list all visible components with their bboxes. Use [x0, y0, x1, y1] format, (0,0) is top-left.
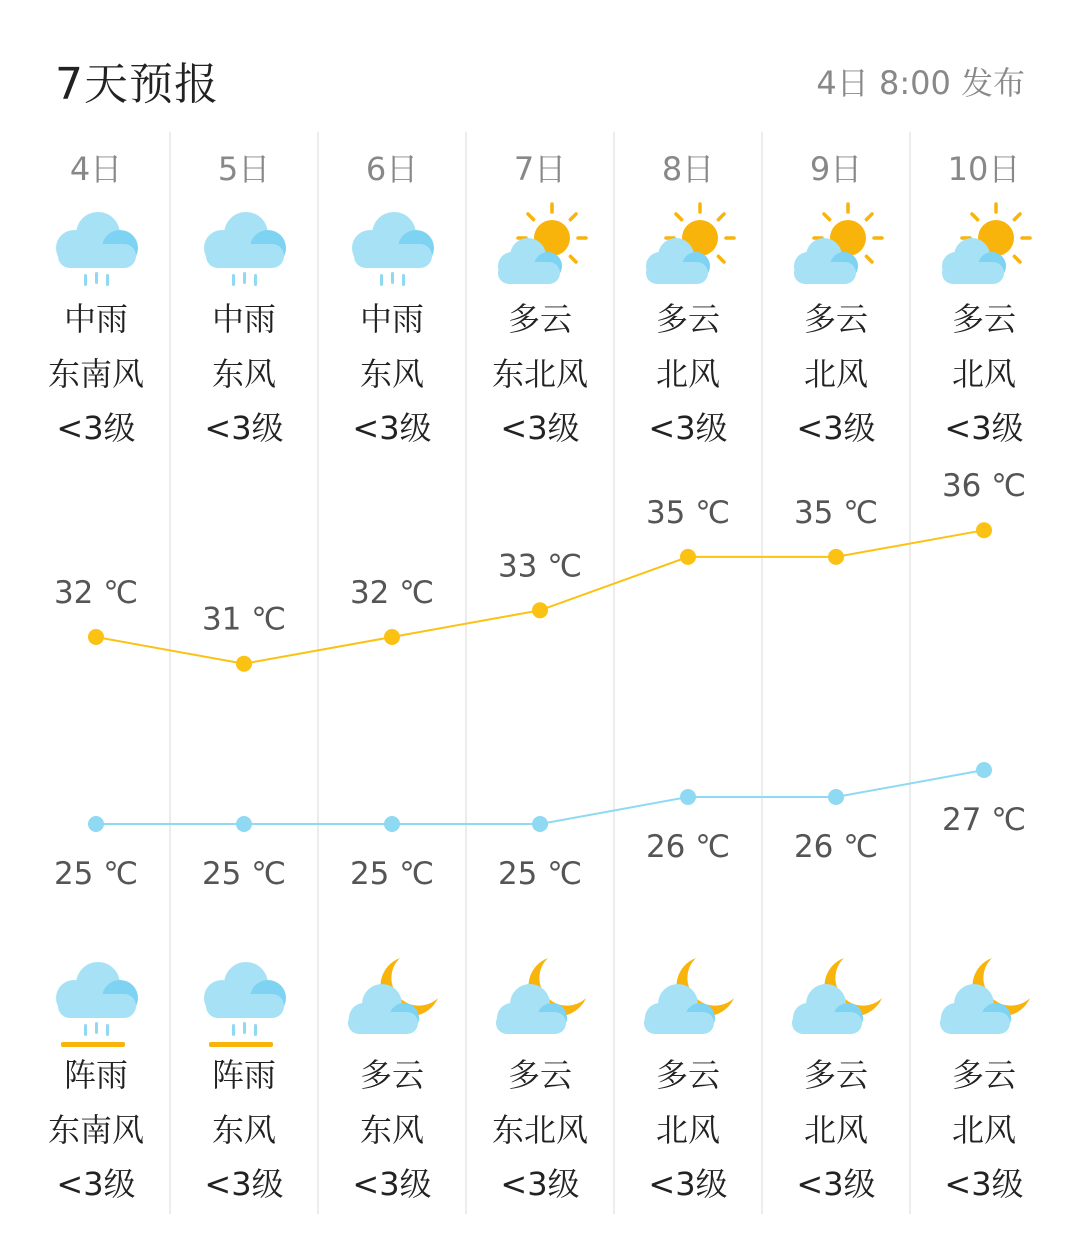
night-condition: 阵雨	[211, 1056, 276, 1094]
high-temp-label: 32 ℃	[53, 575, 139, 611]
day-date: 6日	[365, 150, 419, 188]
shower-rain-cloud-icon	[46, 950, 146, 1050]
day-column[interactable]	[614, 132, 762, 1214]
day-date: 7日	[513, 150, 567, 188]
partly-cloudy-sun-icon	[490, 200, 590, 300]
day-wind-direction: 东南风	[47, 355, 144, 393]
cloudy-night-moon-icon	[786, 950, 886, 1050]
low-temp-label: 27 ℃	[941, 802, 1027, 838]
day-wind-level: <3级	[204, 409, 284, 447]
night-wind-level: <3级	[500, 1165, 580, 1203]
low-temp-label: 25 ℃	[201, 856, 287, 892]
night-wind-level: <3级	[648, 1165, 728, 1203]
day-column[interactable]	[762, 132, 910, 1214]
night-condition: 多云	[507, 1056, 572, 1094]
day-wind-direction: 北风	[655, 355, 720, 393]
high-temp-label: 35 ℃	[793, 494, 879, 531]
night-wind-direction: 东风	[359, 1111, 424, 1149]
partly-cloudy-sun-icon	[786, 200, 886, 300]
night-wind-direction: 北风	[655, 1111, 720, 1149]
day-condition: 多云	[951, 300, 1016, 338]
day-column[interactable]	[318, 132, 466, 1214]
high-temp-label: 33 ℃	[497, 548, 583, 585]
day-wind-level: <3级	[500, 409, 580, 447]
day-wind-level: <3级	[944, 409, 1024, 447]
high-temp-label: 32 ℃	[349, 575, 435, 611]
high-temp-label: 36 ℃	[941, 468, 1027, 505]
day-wind-direction: 东北风	[491, 355, 588, 393]
low-temp-label: 25 ℃	[349, 856, 435, 892]
night-wind-direction: 北风	[951, 1111, 1016, 1149]
shower-rain-cloud-icon	[194, 950, 294, 1050]
night-condition: 多云	[655, 1056, 720, 1094]
day-condition: 中雨	[211, 300, 276, 338]
day-date: 9日	[809, 150, 863, 188]
partly-cloudy-sun-icon	[934, 200, 1034, 300]
night-condition: 多云	[803, 1056, 868, 1094]
cloudy-night-moon-icon	[490, 950, 590, 1050]
rain-cloud-icon	[342, 200, 442, 300]
day-wind-direction: 东风	[359, 355, 424, 393]
night-wind-level: <3级	[796, 1165, 876, 1203]
day-date: 5日	[217, 150, 271, 188]
day-column[interactable]	[466, 132, 614, 1214]
night-wind-level: <3级	[204, 1165, 284, 1203]
night-wind-level: <3级	[352, 1165, 432, 1203]
rain-cloud-icon	[46, 200, 146, 300]
day-column[interactable]	[170, 132, 318, 1214]
publish-time: 4日 8:00 发布	[816, 64, 1025, 102]
partly-cloudy-sun-icon	[638, 200, 738, 300]
rain-cloud-icon	[194, 200, 294, 300]
night-wind-direction: 东风	[211, 1111, 276, 1149]
night-condition: 多云	[359, 1056, 424, 1094]
page-title: 7天预报	[55, 59, 219, 110]
high-temp-label: 35 ℃	[645, 494, 731, 531]
day-wind-level: <3级	[352, 409, 432, 447]
day-wind-level: <3级	[796, 409, 876, 447]
day-column[interactable]	[22, 132, 170, 1214]
night-wind-direction: 东南风	[47, 1111, 144, 1149]
night-wind-direction: 东北风	[491, 1111, 588, 1149]
night-wind-level: <3级	[944, 1165, 1024, 1203]
day-wind-direction: 北风	[951, 355, 1016, 393]
day-wind-direction: 东风	[211, 355, 276, 393]
day-date: 8日	[661, 150, 715, 188]
low-temp-label: 26 ℃	[793, 829, 879, 865]
day-condition: 多云	[507, 300, 572, 338]
night-wind-direction: 北风	[803, 1111, 868, 1149]
day-column[interactable]	[910, 132, 1058, 1214]
day-condition: 中雨	[359, 300, 424, 338]
day-condition: 多云	[655, 300, 720, 338]
cloudy-night-moon-icon	[638, 950, 738, 1050]
night-condition: 多云	[951, 1056, 1016, 1094]
low-temp-label: 25 ℃	[53, 856, 139, 892]
day-wind-level: <3级	[56, 409, 136, 447]
day-wind-direction: 北风	[803, 355, 868, 393]
day-condition: 中雨	[63, 300, 128, 338]
night-wind-level: <3级	[56, 1165, 136, 1203]
day-date: 10日	[947, 150, 1021, 188]
low-temp-label: 25 ℃	[497, 856, 583, 892]
cloudy-night-moon-icon	[934, 950, 1034, 1050]
day-wind-level: <3级	[648, 409, 728, 447]
low-temp-label: 26 ℃	[645, 829, 731, 865]
high-temp-label: 31 ℃	[201, 601, 287, 638]
day-condition: 多云	[803, 300, 868, 338]
day-date: 4日	[69, 150, 123, 188]
cloudy-night-moon-icon	[342, 950, 442, 1050]
night-condition: 阵雨	[63, 1056, 128, 1094]
